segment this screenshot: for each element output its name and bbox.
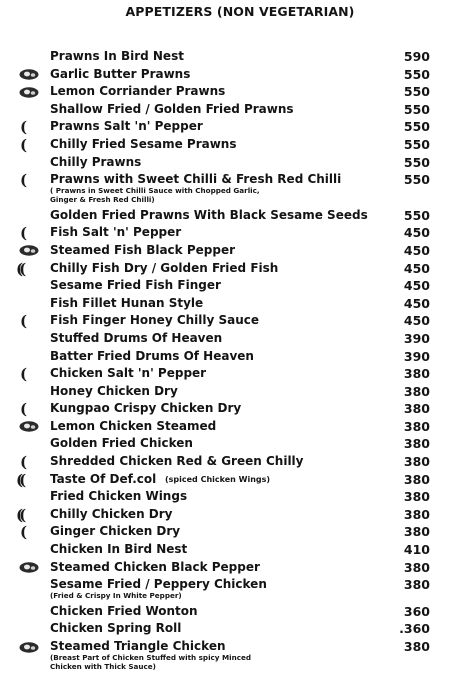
menu-item-name: Kungpao Crispy Chicken Dry — [50, 401, 242, 416]
menu-item — [0, 295, 450, 313]
star-badge-icon — [18, 561, 42, 575]
menu-item-price: 360 — [403, 603, 430, 619]
menu-item-price: 380 — [403, 506, 430, 522]
menu-item-price: 380 — [403, 401, 430, 417]
menu-item — [0, 471, 450, 489]
menu-item-price: 380 — [403, 366, 430, 382]
menu-item-price: 590 — [403, 49, 430, 64]
menu-item-name: Chilly Fried Sesame Prawns — [50, 136, 237, 151]
menu-item — [0, 603, 450, 621]
menu-item-name: Shredded Chicken Red & Green Chilly — [50, 454, 304, 469]
menu-item-note: (Breast Part of Chicken Stuffed with spicy Minced — [50, 653, 252, 662]
menu-item-price: 550 — [403, 136, 430, 152]
menu-item-price: 550 — [403, 119, 430, 135]
menu-item — [0, 453, 450, 471]
menu-item-name: Sesame Fried / Peppery Chicken — [50, 577, 267, 592]
menu-item — [0, 277, 450, 295]
menu-item-name: Shallow Fried / Golden Fried Prawns — [50, 101, 294, 116]
menu-item — [0, 330, 450, 348]
menu-item-price: 380 — [403, 577, 430, 593]
menu-item — [0, 224, 450, 242]
menu-item — [0, 559, 450, 577]
menu-item-price: 550 — [403, 207, 430, 223]
menu-item-note: ( Prawns in Sweet Chilli Sauce with Chopped Garlic, — [50, 186, 260, 196]
menu-item-note: (Fried & Crispy In White Pepper) — [50, 591, 182, 601]
menu-item-price: 380 — [403, 454, 430, 470]
menu-item-name: Stuffed Drums Of Heaven — [50, 330, 223, 345]
menu-item-price: 410 — [403, 542, 430, 558]
menu-item-name: Chicken Spring Roll — [50, 621, 182, 636]
menu-item — [0, 66, 450, 84]
star-badge-icon — [18, 244, 42, 258]
menu-item — [0, 101, 450, 119]
crescent-icon: ( — [20, 171, 28, 190]
menu-item-name: Golden Fried Chicken — [50, 436, 193, 451]
menu-item-price: 550 — [403, 84, 430, 100]
menu-item-name: Honey Chicken Dry — [50, 383, 178, 398]
menu-item — [0, 365, 450, 383]
menu-item-price: 390 — [403, 348, 430, 364]
menu-item — [0, 576, 450, 603]
crescent-icon: ( — [20, 365, 28, 384]
menu-item — [0, 171, 450, 207]
menu-item — [0, 541, 450, 559]
menu-item-name: Chicken Fried Wonton — [50, 603, 198, 618]
menu-item-name: Chicken In Bird Nest — [50, 542, 188, 557]
menu-item-price: 550 — [403, 154, 430, 170]
menu-item-list — [0, 48, 450, 674]
menu-item — [0, 400, 450, 418]
menu-item-price: 550 — [403, 172, 430, 188]
menu-item-name: Ginger Chicken Dry — [50, 524, 181, 539]
menu-item-note: Ginger & Fresh Red Chilli) — [50, 195, 155, 205]
menu-item-name: Prawns with Sweet Chilli & Fresh Red Chilli — [50, 172, 342, 187]
menu-item-price: 450 — [403, 225, 430, 241]
menu-item — [0, 418, 450, 436]
menu-item — [0, 488, 450, 506]
crescent-icon: ( — [20, 312, 28, 331]
crescent-icon: ( — [20, 118, 28, 137]
menu-section-title: APPETIZERS (NON VEGETARIAN) — [125, 4, 355, 19]
menu-item — [0, 348, 450, 366]
crescent-icon: ( — [20, 400, 28, 419]
menu-item — [0, 48, 450, 66]
menu-item-price: .360 — [399, 621, 430, 637]
menu-item-name: Batter Fried Drums Of Heaven — [50, 348, 254, 363]
menu-item-name: Prawns Salt 'n' Pepper — [50, 119, 203, 134]
menu-item — [0, 312, 450, 330]
menu-item-price: 550 — [403, 101, 430, 117]
menu-item — [0, 506, 450, 524]
menu-item — [0, 242, 450, 260]
menu-item-name: Taste Of Def.col — [50, 471, 157, 486]
menu-item-name: Lemon Corriander Prawns — [50, 84, 226, 99]
menu-item-price: 380 — [403, 639, 430, 654]
menu-item-price: 450 — [403, 295, 430, 311]
crescent-icon: ( — [20, 523, 28, 542]
star-badge-icon — [18, 85, 42, 99]
menu-item-name: Chicken Salt 'n' Pepper — [50, 366, 207, 381]
menu-item — [0, 136, 450, 154]
menu-item-price: 380 — [403, 383, 430, 399]
menu-item-name: Fish Fillet Hunan Style — [50, 295, 204, 310]
menu-item-price: 550 — [403, 66, 430, 82]
menu-item — [0, 207, 450, 225]
menu-item-name: Fish Salt 'n' Pepper — [50, 225, 182, 240]
menu-item — [0, 620, 450, 638]
menu-item-name: Steamed Fish Black Pepper — [50, 242, 235, 257]
crescent-icon: ( — [20, 135, 28, 154]
star-badge-icon — [18, 640, 42, 654]
menu-item — [0, 383, 450, 401]
menu-item-name: Lemon Chicken Steamed — [50, 418, 217, 433]
double-crescent-icon: (( — [16, 259, 23, 278]
menu-item-price: 380 — [403, 471, 430, 487]
menu-item-name: Chilly Prawns — [50, 154, 142, 169]
menu-item-name: Chilly Fish Dry / Golden Fried Fish — [50, 260, 279, 275]
menu-item-name: Sesame Fried Fish Finger — [50, 278, 221, 293]
menu-item-price: 450 — [403, 260, 430, 276]
menu-item-name: Garlic Butter Prawns — [50, 66, 191, 81]
menu-item-name: Fried Chicken Wings — [50, 489, 188, 504]
menu-item-name: Fish Finger Honey Chilly Sauce — [50, 313, 260, 328]
menu-item — [0, 83, 450, 101]
menu-item-price: 450 — [403, 313, 430, 329]
menu-item — [0, 638, 450, 674]
menu-item-price: 390 — [403, 330, 430, 346]
menu-item-note: Chicken with Thick Sauce) — [50, 662, 156, 671]
menu-item — [0, 435, 450, 453]
menu-item-name: Steamed Triangle Chicken — [50, 639, 226, 653]
menu-item-note: (spiced Chicken Wings) — [165, 474, 271, 484]
menu-item — [0, 154, 450, 172]
menu-item-name: Golden Fried Prawns With Black Sesame Seeds — [50, 207, 368, 222]
menu-item-price: 380 — [403, 418, 430, 434]
double-crescent-icon: (( — [16, 470, 23, 489]
menu-item-price: 450 — [403, 278, 430, 294]
star-badge-icon — [18, 420, 42, 434]
double-crescent-icon: (( — [16, 505, 23, 524]
menu-item — [0, 523, 450, 541]
menu-item — [0, 118, 450, 136]
menu-item-price: 380 — [403, 436, 430, 452]
menu-item — [0, 260, 450, 278]
menu-item-price: 450 — [403, 242, 430, 258]
menu-item-name: Steamed Chicken Black Pepper — [50, 559, 260, 574]
menu-item-price: 380 — [403, 559, 430, 575]
menu-item-price: 380 — [403, 524, 430, 540]
menu-item-price: 380 — [403, 489, 430, 505]
crescent-icon: ( — [20, 453, 28, 472]
star-badge-icon — [18, 68, 42, 82]
menu-item-name: Chilly Chicken Dry — [50, 506, 173, 521]
crescent-icon: ( — [20, 224, 28, 243]
menu-item-name: Prawns In Bird Nest — [50, 49, 184, 63]
